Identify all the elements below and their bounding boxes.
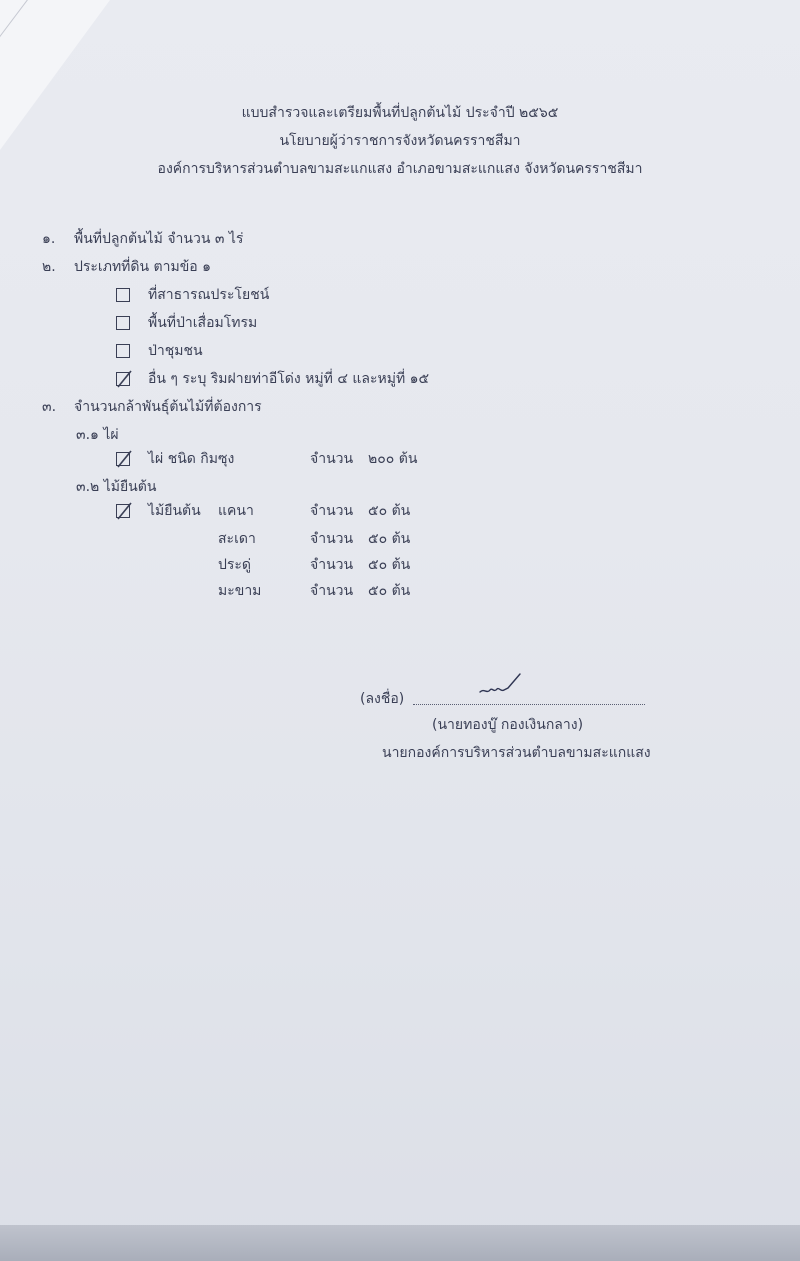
checkbox-bamboo[interactable] [116, 452, 130, 466]
checkbox-other[interactable] [116, 372, 130, 386]
bottom-shadow-band [0, 1225, 800, 1261]
signature-label: (ลงชื่อ) [360, 691, 405, 707]
bamboo-qty-label: จำนวน [310, 451, 354, 467]
tree-qty: ๕๐ ต้น [368, 503, 411, 519]
item2-number: ๒. [42, 259, 56, 275]
signature-line [413, 704, 645, 705]
checkbox-community-forest[interactable] [116, 344, 130, 358]
tree-qty-label: จำนวน [310, 557, 354, 573]
checkbox-perennial[interactable] [116, 504, 130, 518]
tree-qty-label: จำนวน [310, 531, 354, 547]
tree-qty-label: จำนวน [310, 503, 354, 519]
signatory-name: (นายทองบู๊ กองเงินกลาง) [432, 717, 584, 733]
check-mark-icon [115, 370, 133, 388]
sub-heading-perennial: ๓.๒ ไม้ยืนต้น [76, 479, 157, 495]
option-degraded-forest-label: พื้นที่ป่าเสื่อมโทรม [148, 315, 258, 331]
item1-text: พื้นที่ปลูกต้นไม้ จำนวน ๓ ไร่ [74, 231, 244, 247]
option-public-land-label: ที่สาธารณประโยชน์ [148, 287, 270, 303]
form-subtitle-policy: นโยบายผู้ว่าราชการจังหวัดนครราชสีมา [279, 133, 521, 149]
folded-corner [0, 0, 110, 150]
perennial-label: ไม้ยืนต้น [148, 503, 201, 519]
check-mark-icon [115, 502, 133, 520]
form-title: แบบสำรวจและเตรียมพื้นที่ปลูกต้นไม้ ประจำปี ๒๕๖๕ [241, 105, 559, 121]
tree-name: ประดู่ [218, 557, 252, 573]
item1-number: ๑. [42, 231, 56, 247]
item2-text: ประเภทที่ดิน ตามข้อ ๑ [74, 259, 212, 275]
bamboo-label: ไผ่ ชนิด กิมซุง [148, 451, 235, 467]
item3-number: ๓. [42, 399, 57, 415]
bamboo-qty: ๒๐๐ ต้น [368, 451, 418, 467]
checkbox-degraded-forest[interactable] [116, 316, 130, 330]
handwritten-signature [478, 668, 522, 700]
tree-name: สะเดา [218, 531, 256, 547]
checkbox-public-land[interactable] [116, 288, 130, 302]
tree-qty: ๕๐ ต้น [368, 557, 411, 573]
option-other-label: อื่น ๆ ระบุ ริมฝายท่าอีโด่ง หมู่ที่ ๔ และหมู่ที่ ๑๕ [148, 371, 430, 387]
item3-text: จำนวนกล้าพันธุ์ต้นไม้ที่ต้องการ [74, 399, 262, 415]
signatory-position: นายกองค์การบริหารส่วนตำบลขามสะแกแสง [382, 745, 651, 761]
tree-qty-label: จำนวน [310, 583, 354, 599]
tree-qty: ๕๐ ต้น [368, 531, 411, 547]
check-mark-icon [115, 450, 133, 468]
sub-heading-bamboo: ๓.๑ ไผ่ [76, 427, 119, 443]
tree-name: แคนา [218, 503, 254, 519]
tree-qty: ๕๐ ต้น [368, 583, 411, 599]
tree-name: มะขาม [218, 583, 262, 599]
form-subtitle-organization: องค์การบริหารส่วนตำบลขามสะแกแสง อำเภอขามสะแกแสง จังหวัดนครราชสีมา [157, 161, 643, 177]
option-community-forest-label: ป่าชุมชน [148, 343, 203, 359]
